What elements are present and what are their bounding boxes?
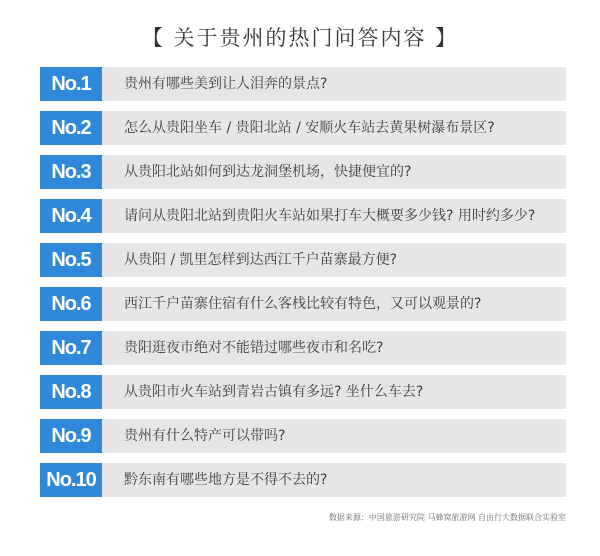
rank-badge: No.2 bbox=[40, 111, 102, 145]
question-text: 贵州有哪些美到让人泪奔的景点? bbox=[124, 76, 328, 92]
list-item bbox=[40, 199, 566, 233]
question-bar bbox=[40, 419, 566, 453]
question-text: 从贵阳北站如何到达龙洞堡机场，快捷便宜的? bbox=[124, 164, 412, 180]
list-item bbox=[40, 155, 566, 189]
question-text: 怎么从贵阳坐车 / 贵阳北站 / 安顺火车站去黄果树瀑布景区? bbox=[124, 120, 495, 136]
question-text: 黔东南有哪些地方是不得不去的? bbox=[124, 472, 328, 488]
question-text: 从贵阳 / 凯里怎样到达西江千户苗寨最方便? bbox=[124, 252, 398, 268]
question-text: 请问从贵阳北站到贵阳火车站如果打车大概要多少钱? 用时约多少? bbox=[124, 208, 536, 224]
rank-badge: No.1 bbox=[40, 67, 102, 101]
list-item bbox=[40, 463, 566, 497]
rank-badge: No.7 bbox=[40, 331, 102, 365]
question-text: 贵州有什么特产可以带吗? bbox=[124, 428, 286, 444]
list-item bbox=[40, 287, 566, 321]
list-item bbox=[40, 67, 566, 101]
rank-badge: No.10 bbox=[40, 463, 102, 497]
question-text: 贵阳逛夜市绝对不能错过哪些夜市和名吃? bbox=[124, 340, 384, 356]
list-item bbox=[40, 375, 566, 409]
question-text: 西江千户苗寨住宿有什么客栈比较有特色，又可以观景的? bbox=[124, 296, 482, 312]
rank-badge: No.5 bbox=[40, 243, 102, 277]
rank-badge: No.6 bbox=[40, 287, 102, 321]
rank-badge: No.3 bbox=[40, 155, 102, 189]
page-title: 【 关于贵州的热门问答内容 】 bbox=[141, 26, 459, 50]
qa-list bbox=[40, 67, 566, 507]
question-text: 从贵阳市火车站到青岩古镇有多远? 坐什么车去? bbox=[124, 384, 424, 400]
rank-badge: No.8 bbox=[40, 375, 102, 409]
list-item bbox=[40, 111, 566, 145]
rank-badge: No.4 bbox=[40, 199, 102, 233]
rank-badge: No.9 bbox=[40, 419, 102, 453]
list-item bbox=[40, 331, 566, 365]
list-item bbox=[40, 419, 566, 453]
list-item bbox=[40, 243, 566, 277]
data-source-note: 数据来源：中国旅游研究院 马蜂窝旅游网 自由行大数据联合实验室 bbox=[328, 513, 566, 522]
